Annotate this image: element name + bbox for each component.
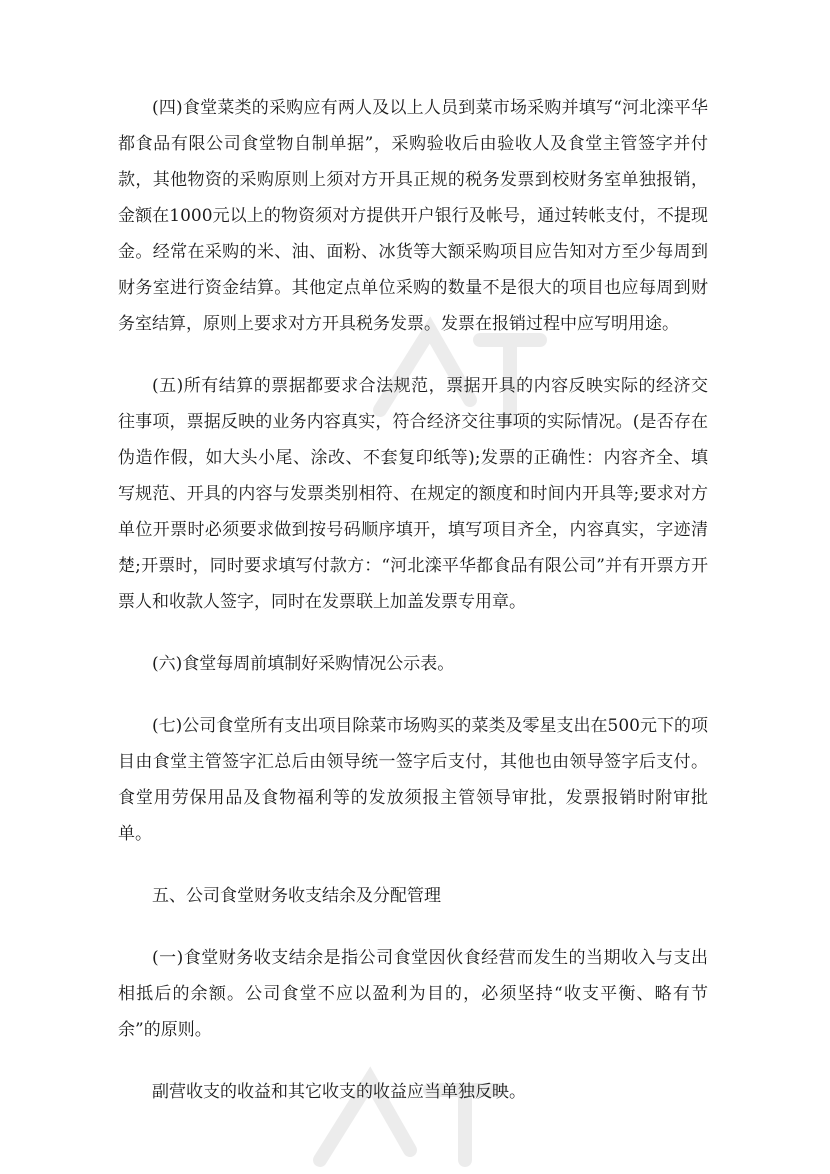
paragraph-purchasing-vegetables: (四)食堂菜类的采购应有两人及以上人员到菜市场采购并填写“河北滦平华都食品有限公司食堂物自制单据”，采购验收后由验收人及食堂主管签字并付款，其他物资的采购原则上须对方开具正规的税务发票到校财务室单独报销，金额在1000元以上的物资须对方提供开户银行及帐号，通过转帐支付，不提现金。经常在采购的米、油、面粉、冰货等大额采购项目应告知对方至少每周到财务室进行资金结算。其他定点单位采购的数量不是很大的项目也应每周到财务室结算，原则上要求对方开具税务发票。发票在报销过程中应写明用途。 (118, 98, 708, 334)
document-body (118, 90, 708, 1110)
paragraph-weekly-notice: (六)食堂每周前填制好采购情况公示表。 (152, 654, 455, 674)
paragraph-expense-approval: (七)公司食堂所有支出项目除菜市场购买的菜类及零星支出在500元下的项目由食堂主管签字汇总后由领导统一签字后支付，其他也由领导签字后支付。食堂用劳保用品及食物福利等的发放须报主管领导审批，发票报销时附审批单。 (118, 716, 708, 844)
paragraph-side-income: 副营收支的收益和其它收支的收益应当单独反映。 (152, 1082, 526, 1102)
section-heading-surplus-management: 五、公司食堂财务收支结余及分配管理 (152, 886, 441, 906)
paragraph-invoice-requirements: (五)所有结算的票据都要求合法规范，票据开具的内容反映实际的经济交往事项，票据反映的业务内容真实，符合经济交往事项的实际情况。(是否存在伪造作假，如大头小尾、涂改、不套复印纸等);发票的正确性：内容齐全、填写规范、开具的内容与发票类别相符、在规定的额度和时间内开具等;要求对方单位开票时必须要求做到按号码顺序填开，填写项目齐全，内容真实，字迹清楚;开票时，同时要求填写付款方：“河北滦平华都食品有限公司”并有开票方开票人和收款人签字，同时在发票联上加盖发票专用章。 (118, 376, 708, 612)
paragraph-surplus-definition: (一)食堂财务收支结余是指公司食堂因伙食经营而发生的当期收入与支出相抵后的余额。公司食堂不应以盈利为目的，必须坚持“收支平衡、略有节余”的原则。 (118, 948, 708, 1040)
